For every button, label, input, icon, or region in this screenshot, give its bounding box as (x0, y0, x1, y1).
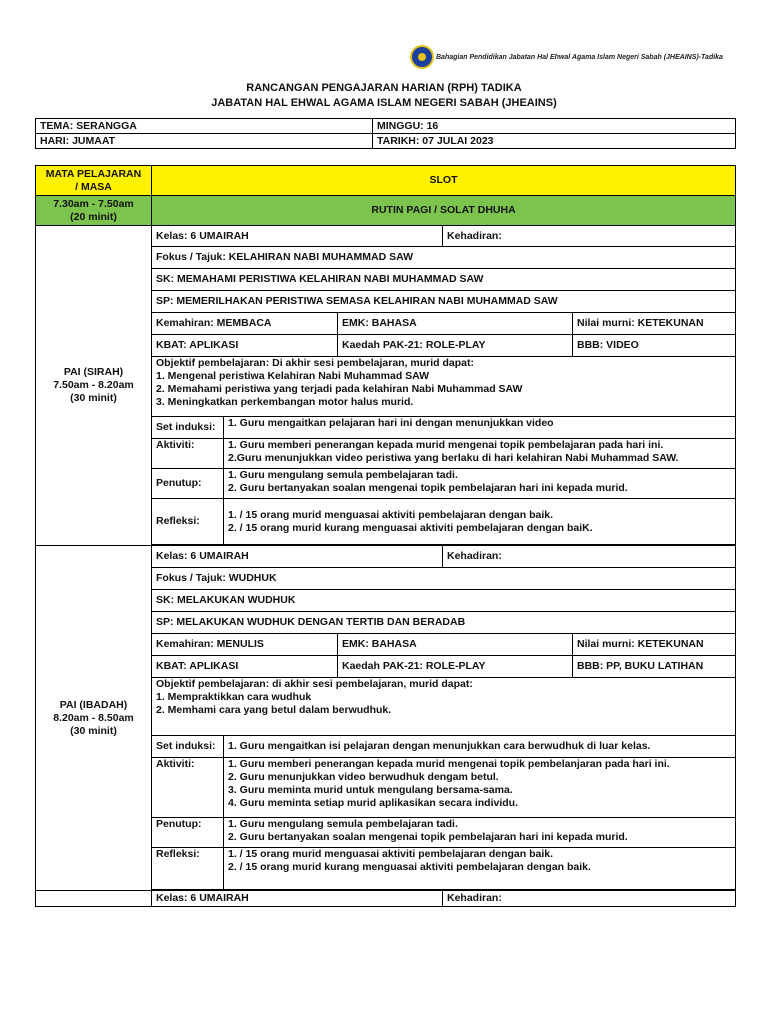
lesson1-sp: SP: MEMERILHAKAN PERISTIWA SEMASA KELAHIRAN NABI MUHAMMAD SAW (152, 291, 736, 313)
jheains-logo-icon (410, 45, 434, 69)
lesson1-bbb: BBB: VIDEO (573, 335, 736, 357)
lesson1-kaedah: Kaedah PAK-21: ROLE-PLAY (338, 335, 573, 357)
lesson1-subject-cell: PAI (SIRAH) 7.50am - 8.20am (30 minit) (36, 226, 152, 546)
lesson-plan-table (35, 165, 736, 907)
lesson2-subject-cell: PAI (IBADAH) 8.20am - 8.50am (30 minit) (36, 546, 152, 891)
lesson1-fokus: Fokus / Tajuk: KELAHIRAN NABI MUHAMMAD SAW (152, 247, 736, 269)
lesson1-refleksi-label: Refleksi: (152, 499, 224, 545)
lesson2-sp: SP: MELAKUKAN WUDHUK DENGAN TERTIB DAN BERADAB (152, 612, 736, 634)
lesson2-kbat: KBAT: APLIKASI (152, 656, 338, 678)
lesson1-emk: EMK: BAHASA (338, 313, 573, 335)
lesson1-kemahiran: Kemahiran: MEMBACA (152, 313, 338, 335)
lesson2-nilai: Nilai murni: KETEKUNAN (573, 634, 736, 656)
routine-time-cell: 7.30am - 7.50am (20 minit) (36, 196, 152, 226)
lesson2-refleksi: 1. / 15 orang murid menguasai aktiviti pembelajaran dengan baik. 2. / 15 orang murid kurang menguasai aktiviti pembelajaran dengan baik. (224, 848, 736, 890)
lesson2-bbb: BBB: PP, BUKU LATIHAN (573, 656, 736, 678)
lesson2-penutup: 1. Guru mengulang semula pembelajaran tadi. 2. Guru bertanyakan soalan mengenai topik pembelajaran hari ini kepada murid. (224, 818, 736, 848)
lesson2-kelas: Kelas: 6 UMAIRAH (152, 546, 443, 568)
lesson2-kehadiran: Kehadiran: (443, 546, 736, 568)
lesson1-kbat: KBAT: APLIKASI (152, 335, 338, 357)
lesson2-objektif: Objektif pembelajaran: di akhir sesi pembelajaran, murid dapat: 1. Mempraktikkan cara wudhuk 2. Memhami cara yang betul dalam berwudhuk. (152, 678, 736, 736)
lesson2-sk: SK: MELAKUKAN WUDHUK (152, 590, 736, 612)
hari-cell: HARI: JUMAAT (36, 134, 373, 149)
lesson3-kehadiran: Kehadiran: (443, 891, 736, 907)
lesson2-fokus: Fokus / Tajuk: WUDHUK (152, 568, 736, 590)
lesson1-aktiviti: 1. Guru memberi penerangan kepada murid mengenai topik pembelajaran pada hari ini. 2.Guru menunjukkan video peristiwa yang berlaku di hari kelahiran Nabi Muhammad SAW. (224, 439, 736, 469)
slot-header: SLOT (152, 166, 736, 196)
lesson2-kemahiran: Kemahiran: MENULIS (152, 634, 338, 656)
tarikh-cell: TARIKH: 07 JULAI 2023 (373, 134, 736, 149)
info-table (35, 118, 736, 149)
lesson2-set-induksi-label: Set induksi: (152, 736, 224, 758)
lesson2-emk: EMK: BAHASA (338, 634, 573, 656)
lesson2-refleksi-label: Refleksi: (152, 848, 224, 890)
lesson1-sk: SK: MEMAHAMI PERISTIWA KELAHIRAN NABI MUHAMMAD SAW (152, 269, 736, 291)
agency-text: Bahagian Pendidikan Jabatan Hal Ehwal Agama Islam Negeri Sabah (JHEAINS)-Tadika (436, 53, 723, 61)
lesson3-subject-cell (36, 891, 152, 907)
lesson1-objektif: Objektif pembelajaran: Di akhir sesi pembelajaran, murid dapat: 1. Mengenal peristiwa Kelahiran Nabi Muhammad SAW 2. Memahami peristiwa yang terjadi pada kelahiran Nabi Muhammad SAW 3. Meningkatkan perkembangan motor halus murid. (152, 357, 736, 417)
lesson1-set-induksi: 1. Guru mengaitkan pelajaran hari ini dengan menunjukkan video (224, 417, 736, 439)
mata-pelajaran-header: MATA PELAJARAN / MASA (36, 166, 152, 196)
lesson1-set-induksi-label: Set induksi: (152, 417, 224, 439)
lesson1-nilai: Nilai murni: KETEKUNAN (573, 313, 736, 335)
document-title-line1: RANCANGAN PENGAJARAN HARIAN (RPH) TADIKA (246, 82, 522, 94)
lesson2-penutup-label: Penutup: (152, 818, 224, 848)
lesson3-kelas: Kelas: 6 UMAIRAH (152, 891, 443, 907)
lesson1-aktiviti-label: Aktiviti: (152, 439, 224, 469)
agency-header (410, 44, 750, 70)
minggu-cell: MINGGU: 16 (373, 119, 736, 134)
tema-cell: TEMA: SERANGGA (36, 119, 373, 134)
lesson1-penutup-label: Penutup: (152, 469, 224, 499)
lesson2-kaedah: Kaedah PAK-21: ROLE-PLAY (338, 656, 573, 678)
lesson1-penutup: 1. Guru mengulang semula pembelajaran tadi. 2. Guru bertanyakan soalan mengenai topik pembelajaran hari ini kepada murid. (224, 469, 736, 499)
lesson2-set-induksi: 1. Guru mengaitkan isi pelajaran dengan menunjukkan cara berwudhuk di luar kelas. (224, 736, 736, 758)
lesson2-aktiviti: 1. Guru memberi penerangan kepada murid mengenai topik pembelanjaran pada hari ini. 2. Guru menunjukkan video berwudhuk dengam betul. 3. Guru meminta murid untuk mengulang bersama-sama. 4. Guru meminta setiap murid aplikasikan secara individu. (224, 758, 736, 818)
lesson1-kelas: Kelas: 6 UMAIRAH (152, 226, 443, 247)
lesson1-kehadiran: Kehadiran: (443, 226, 736, 247)
routine-label-cell: RUTIN PAGI / SOLAT DHUHA (152, 196, 736, 226)
document-title-line2: JABATAN HAL EHWAL AGAMA ISLAM NEGERI SABAH (JHEAINS) (211, 97, 557, 109)
lesson1-refleksi: 1. / 15 orang murid menguasai aktiviti pembelajaran dengan baik. 2. / 15 orang murid kurang menguasai aktiviti pembelajaran dengan baiK. (224, 499, 736, 545)
lesson2-aktiviti-label: Aktiviti: (152, 758, 224, 818)
